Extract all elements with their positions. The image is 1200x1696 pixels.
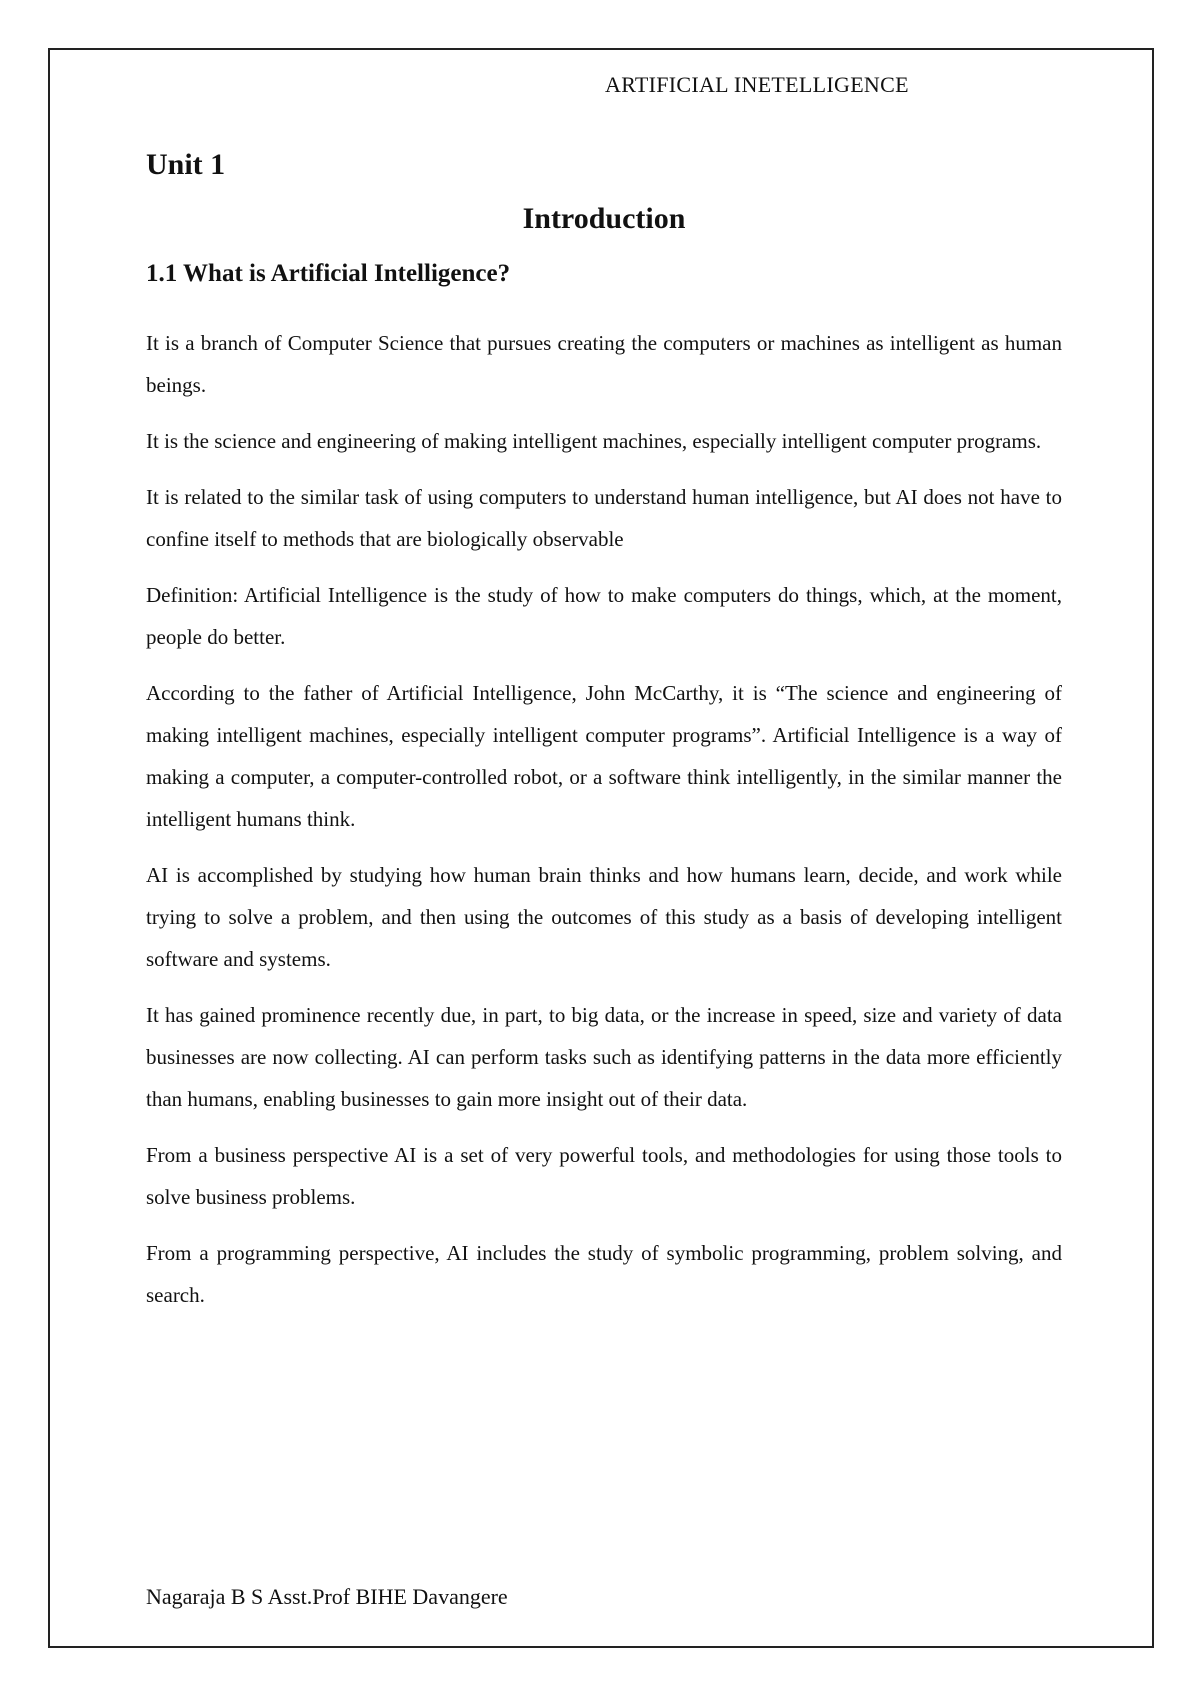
chapter-title: Introduction bbox=[522, 202, 686, 235]
body-text bbox=[146, 322, 1062, 1330]
paragraph-7: It has gained prominence recently due, in part, to big data, or the increase in speed, size and variety of data businesses are now collecting. AI can perform tasks such as identifying patterns in the data more efficiently than humans, enabling businesses to gain more insight out of their data. bbox=[146, 1003, 1062, 1111]
paragraph-3: It is related to the similar task of using computers to understand human intelligence, but AI does not have to confine itself to methods that are biologically observable bbox=[146, 485, 1062, 551]
running-header: ARTIFICIAL INETELLIGENCE bbox=[605, 72, 909, 97]
footer-author: Nagaraja B S Asst.Prof BIHE Davangere bbox=[146, 1584, 508, 1609]
section-title: 1.1 What is Artificial Intelligence? bbox=[146, 260, 511, 287]
paragraph-2: It is the science and engineering of making intelligent machines, especially intelligent computer programs. bbox=[146, 429, 1042, 453]
paragraph-1: It is a branch of Computer Science that pursues creating the computers or machines as intelligent as human beings. bbox=[146, 331, 1062, 397]
paragraph-mccarthy: According to the father of Artificial Intelligence, John McCarthy, it is “The science and engineering of making intelligent machines, especially intelligent computer programs”. Artificial Intelligence is a way of making a computer, a computer-controlled robot, or a software think intelligently, in the similar manner the intelligent humans think. bbox=[146, 681, 1062, 831]
paragraph-business: From a business perspective AI is a set of very powerful tools, and methodologies for using those tools to solve business problems. bbox=[146, 1143, 1062, 1209]
unit-title: Unit 1 bbox=[146, 148, 226, 181]
paragraph-definition: Definition: Artificial Intelligence is the study of how to make computers do things, which, at the moment, people do better. bbox=[146, 583, 1062, 649]
paragraph-6: AI is accomplished by studying how human brain thinks and how humans learn, decide, and work while trying to solve a problem, and then using the outcomes of this study as a basis of developing intelligent software and systems. bbox=[146, 863, 1062, 971]
paragraph-programming: From a programming perspective, AI includes the study of symbolic programming, problem solving, and search. bbox=[146, 1241, 1062, 1307]
